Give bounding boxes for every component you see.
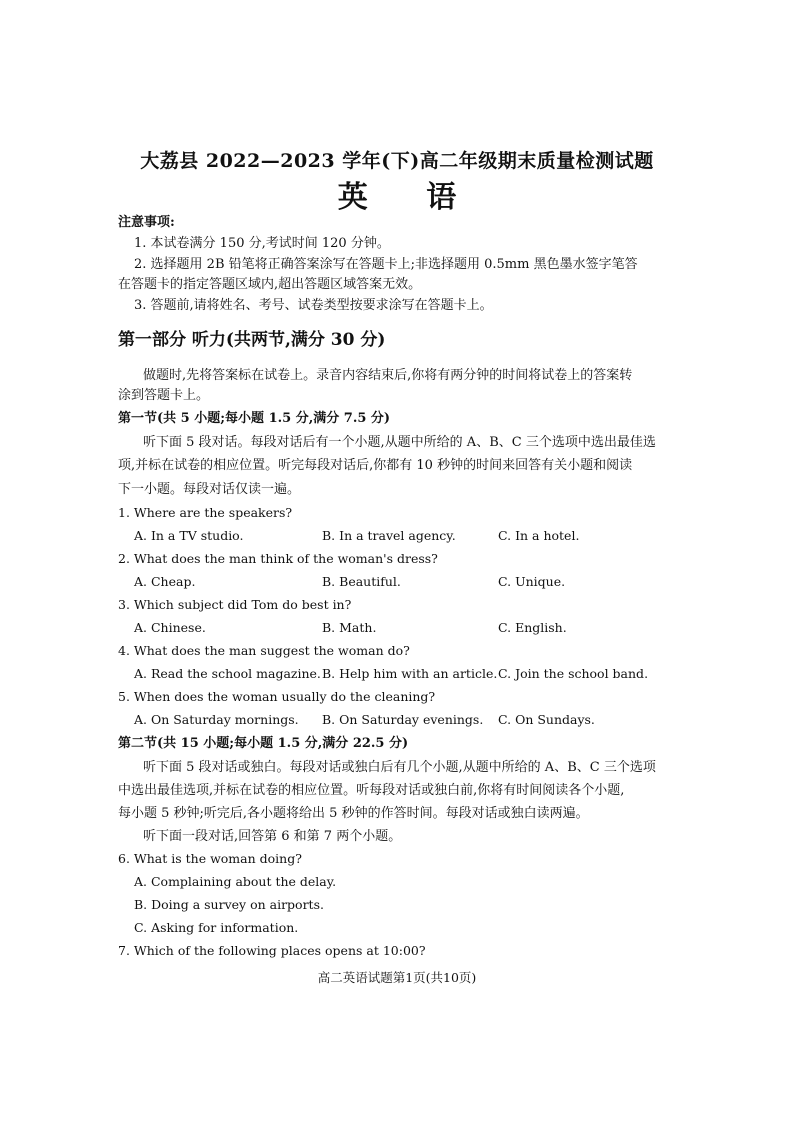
q3-option-b: B. Math. bbox=[322, 620, 377, 635]
part1-heading: 第一部分 听力(共两节,满分 30 分) bbox=[118, 330, 386, 350]
section1-instructions-3: 下一小题。每段对话仅读一遍。 bbox=[118, 482, 301, 497]
question-5: 5. When does the woman usually do the cleaning? bbox=[118, 689, 436, 704]
notes-item-2-cont: 在答题卡的指定答题区域内,超出答题区域答案无效。 bbox=[118, 277, 422, 292]
q6-option-b: B. Doing a survey on airports. bbox=[134, 897, 324, 912]
part1-intro: 做题时,先将答案标在试卷上。录音内容结束后,你将有两分钟的时间将试卷上的答案转 bbox=[143, 368, 633, 383]
section2-instructions: 听下面 5 段对话或独白。每段对话或独白后有几个小题,从题中所给的 A、B、C 三个选项 bbox=[143, 760, 656, 775]
question-6: 6. What is the woman doing? bbox=[118, 851, 302, 866]
q2-option-c: C. Unique. bbox=[498, 574, 566, 589]
part1-intro-cont: 涂到答题卡上。 bbox=[118, 388, 210, 403]
question-3: 3. Which subject did Tom do best in? bbox=[118, 597, 352, 612]
q2-option-a: A. Cheap. bbox=[134, 574, 196, 589]
q4-option-a: A. Read the school magazine. bbox=[134, 666, 321, 681]
q2-option-b: B. Beautiful. bbox=[322, 574, 401, 589]
question-1: 1. Where are the speakers? bbox=[118, 505, 293, 520]
q1-option-b: B. In a travel agency. bbox=[322, 528, 456, 543]
notes-item-3: 3. 答题前,请将姓名、考号、试卷类型按要求涂写在答题卡上。 bbox=[134, 298, 493, 313]
q6-option-a: A. Complaining about the delay. bbox=[134, 874, 337, 889]
q3-option-a: A. Chinese. bbox=[134, 620, 206, 635]
question-2: 2. What does the man think of the woman's dress? bbox=[118, 551, 438, 566]
q5-option-a: A. On Saturday mornings. bbox=[134, 712, 299, 727]
section2-instructions-3: 每小题 5 秒钟;听完后,各小题将给出 5 秒钟的作答时间。每段对话或独白读两遍。 bbox=[118, 806, 589, 821]
q6-option-c: C. Asking for information. bbox=[134, 920, 299, 935]
section1-instructions-2: 项,并标在试卷的相应位置。听完每段对话后,你都有 10 秒钟的时间来回答有关小题和阅读 bbox=[118, 458, 633, 473]
question-4: 4. What does the man suggest the woman do? bbox=[118, 643, 410, 658]
section2-instructions-4: 听下面一段对话,回答第 6 和第 7 两个小题。 bbox=[143, 829, 402, 844]
question-7: 7. Which of the following places opens at 10:00? bbox=[118, 943, 426, 958]
q1-option-c: C. In a hotel. bbox=[498, 528, 580, 543]
notes-heading: 注意事项: bbox=[118, 215, 175, 230]
q4-option-c: C. Join the school band. bbox=[498, 666, 649, 681]
subject-title: 英 语 bbox=[337, 180, 457, 215]
section2-heading: 第二节(共 15 小题;每小题 1.5 分,满分 22.5 分) bbox=[118, 736, 409, 751]
q5-option-c: C. On Sundays. bbox=[498, 712, 595, 727]
exam-title: 大荔县 2022—2023 学年(下)高二年级期末质量检测试题 bbox=[140, 150, 654, 172]
q4-option-b: B. Help him with an article. bbox=[322, 666, 498, 681]
section1-heading: 第一节(共 5 小题;每小题 1.5 分,满分 7.5 分) bbox=[118, 411, 391, 426]
notes-item-1: 1. 本试卷满分 150 分,考试时间 120 分钟。 bbox=[134, 236, 390, 251]
notes-item-2: 2. 选择题用 2B 铅笔将正确答案涂写在答题卡上;非选择题用 0.5mm 黑色墨水签字笔答 bbox=[134, 257, 638, 272]
page-footer: 高二英语试题第1页(共10页) bbox=[317, 970, 477, 985]
section1-instructions: 听下面 5 段对话。每段对话后有一个小题,从题中所给的 A、B、C 三个选项中选出最佳选 bbox=[143, 435, 656, 450]
q3-option-c: C. English. bbox=[498, 620, 567, 635]
q5-option-b: B. On Saturday evenings. bbox=[322, 712, 484, 727]
q1-option-a: A. In a TV studio. bbox=[134, 528, 244, 543]
section2-instructions-2: 中选出最佳选项,并标在试卷的相应位置。听每段对话或独白前,你将有时间阅读各个小题, bbox=[118, 783, 625, 798]
